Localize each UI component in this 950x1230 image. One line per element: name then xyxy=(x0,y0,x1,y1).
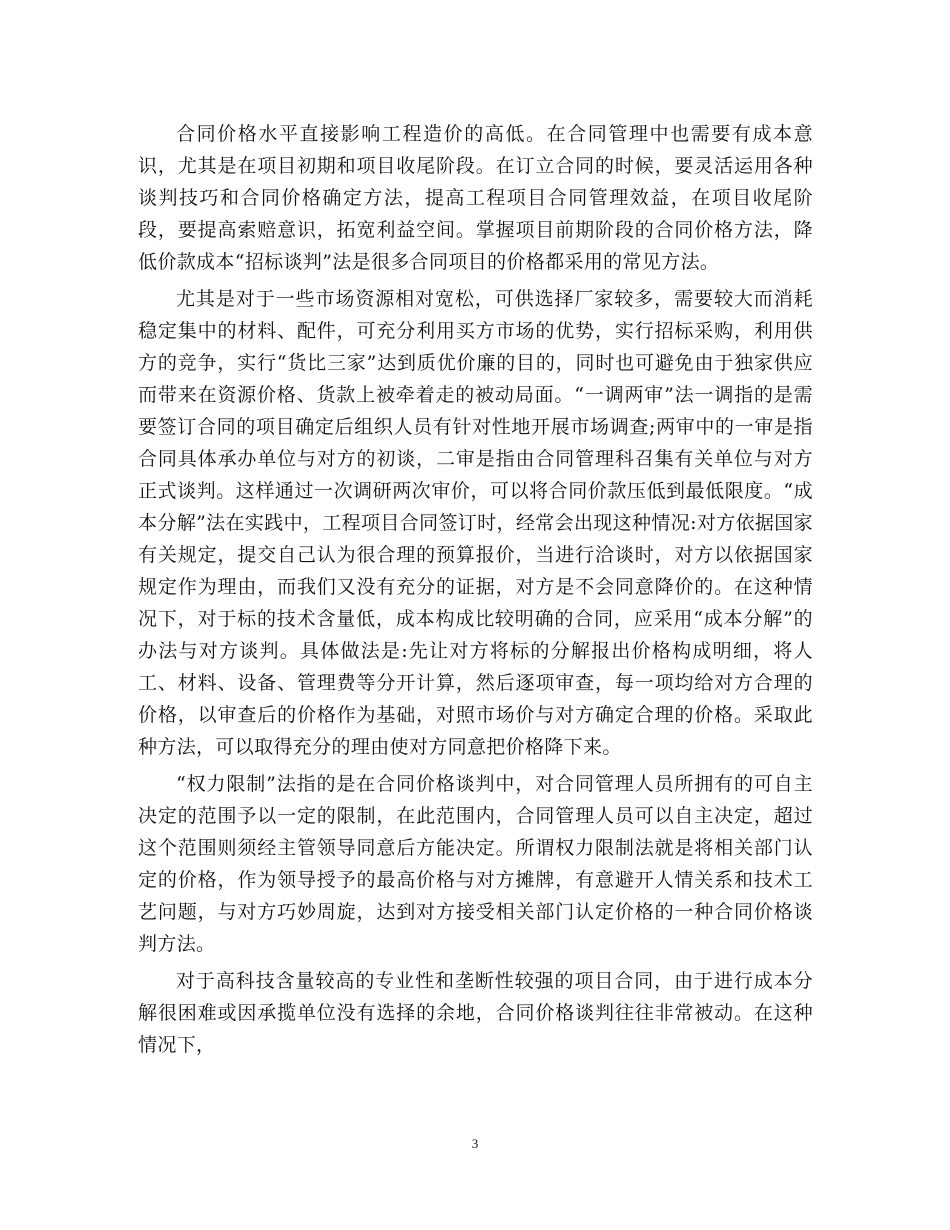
page-number: 3 xyxy=(471,1136,479,1151)
body-paragraph: “权力限制”法指的是在合同价格谈判中，对合同管理人员所拥有的可自主决定的范围予以一定的限制，在此范围内，合同管理人员可以自主决定，超过这个范围则须经主管领导同意后方能决定。所谓权力限制法就是将相关部门认定的价格，作为领导授予的最高价格与对方摊牌，有意避开人情关系和技术工艺问题，与对方巧妙周旋，达到对方接受相关部门认定价格的一种合同价格谈判方法。 xyxy=(138,773,813,955)
body-paragraph: 尤其是对于一些市场资源相对宽松，可供选择厂家较多，需要较大而消耗稳定集中的材料、配件，可充分利用买方市场的优势，实行招标采购，利用供方的竞争，实行“货比三家”达到质优价廉的目的，同时也可避免由于独家供应而带来在资源价格、货款上被牵着走的被动局面。“一调两审”法一调指的是需要签订合同的项目确定后组织人员有针对性地开展市场调查;两审中的一审是指合同具体承办单位与对方的初谈，二审是指由合同管理科召集有关单位与对方正式谈判。这样通过一次调研两次审价，可以将合同价款压低到最低限度。“成本分解”法在实践中，工程项目合同签订时，经常会出现这种情况:对方依据国家有关规定，提交自己认为很合理的预算报价，当进行洽谈时，对方以依据国家规定作为理由，而我们又没有充分的证据，对方是不会同意降价的。在这种情况下，对于标的技术含量低，成本构成比较明确的合同，应采用“成本分解”的办法与对方谈判。具体做法是:先让对方将标的分解报出价格构成明细，将人工、材料、设备、管理费等分开计算，然后逐项审查，每一项均给对方合理的价格，以审查后的价格作为基础，对照市场价与对方确定合理的价格。采取此种方法，可以取得充分的理由使对方同意把价格降下来。 xyxy=(138,288,813,758)
body-paragraph: 对于高科技含量较高的专业性和垄断性较强的项目合同，由于进行成本分解很困难或因承揽单位没有选择的余地，合同价格谈判往往非常被动。在这种情况下， xyxy=(138,970,813,1056)
document-body xyxy=(138,118,813,1061)
body-paragraph: 合同价格水平直接影响工程造价的高低。在合同管理中也需要有成本意识，尤其是在项目初期和项目收尾阶段。在订立合同的时候，要灵活运用各种谈判技巧和合同价格确定方法，提高工程项目合同管理效益，在项目收尾阶段，要提高索赔意识，拓宽利益空间。掌握项目前期阶段的合同价格方法，降低价款成本“招标谈判”法是很多合同项目的价格都采用的常见方法。 xyxy=(138,123,813,273)
